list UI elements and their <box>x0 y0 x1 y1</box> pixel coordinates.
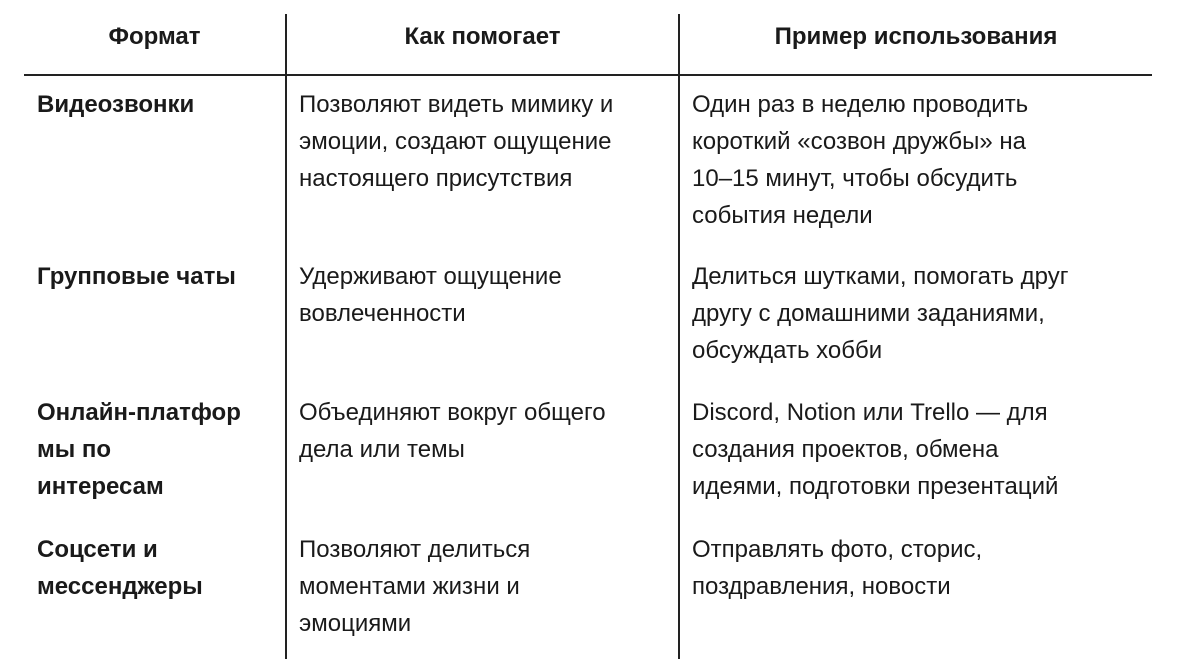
cell-line: Объединяют вокруг общего <box>299 399 606 426</box>
cell-how-helps <box>299 531 669 642</box>
table-header-row <box>24 0 1152 76</box>
cell-example <box>692 86 1162 234</box>
cell-example <box>692 258 1162 369</box>
cell-line: мессенджеры <box>37 573 203 600</box>
cell-line: Отправлять фото, сторис, <box>692 536 983 563</box>
cell-line: Видеозвонки <box>37 91 195 118</box>
cell-how-helps <box>299 258 669 332</box>
cell-line: эмоции, создают ощущение <box>299 128 612 155</box>
cell-format <box>37 86 277 123</box>
cell-format <box>37 394 277 505</box>
cell-line: Делиться шутками, помогать друг <box>692 263 1069 290</box>
column-divider <box>678 14 680 659</box>
cell-format <box>37 531 277 605</box>
cell-how-helps <box>299 86 669 197</box>
cell-line: эмоциями <box>299 610 412 637</box>
cell-line: события недели <box>692 202 873 229</box>
cell-line: Соцсети и <box>37 536 158 563</box>
cell-line: Один раз в неделю проводить <box>692 91 1029 118</box>
cell-format <box>37 258 277 295</box>
cell-line: идеями, подготовки презентаций <box>692 473 1059 500</box>
header-format: Формат <box>108 23 201 50</box>
cell-line: моментами жизни и <box>299 573 520 600</box>
cell-line: создания проектов, обмена <box>692 436 999 463</box>
cell-example <box>692 394 1162 505</box>
header-how-helps: Как помогает <box>404 23 561 50</box>
column-divider <box>285 14 287 659</box>
cell-line: мы по <box>37 436 112 463</box>
cell-line: другу с домашними заданиями, <box>692 300 1045 327</box>
cell-line: Позволяют делиться <box>299 536 531 563</box>
cell-line: вовлеченности <box>299 300 466 327</box>
cell-line: дела или темы <box>299 436 465 463</box>
cell-example <box>692 531 1162 605</box>
cell-line: обсуждать хобби <box>692 337 883 364</box>
cell-line: Discord, Notion или Trello — для <box>692 399 1048 426</box>
header-example: Пример использования <box>774 23 1058 50</box>
cell-line: 10–15 минут, чтобы обсудить <box>692 165 1018 192</box>
cell-line: Онлайн-платфор <box>37 399 241 426</box>
cell-line: интересам <box>37 473 164 500</box>
cell-line: Удерживают ощущение <box>299 263 562 290</box>
cell-line: Позволяют видеть мимику и <box>299 91 614 118</box>
cell-line: настоящего присутствия <box>299 165 573 192</box>
cell-how-helps <box>299 394 669 468</box>
cell-line: поздравления, новости <box>692 573 951 600</box>
cell-line: короткий «созвон дружбы» на <box>692 128 1026 155</box>
cell-line: Групповые чаты <box>37 263 236 290</box>
